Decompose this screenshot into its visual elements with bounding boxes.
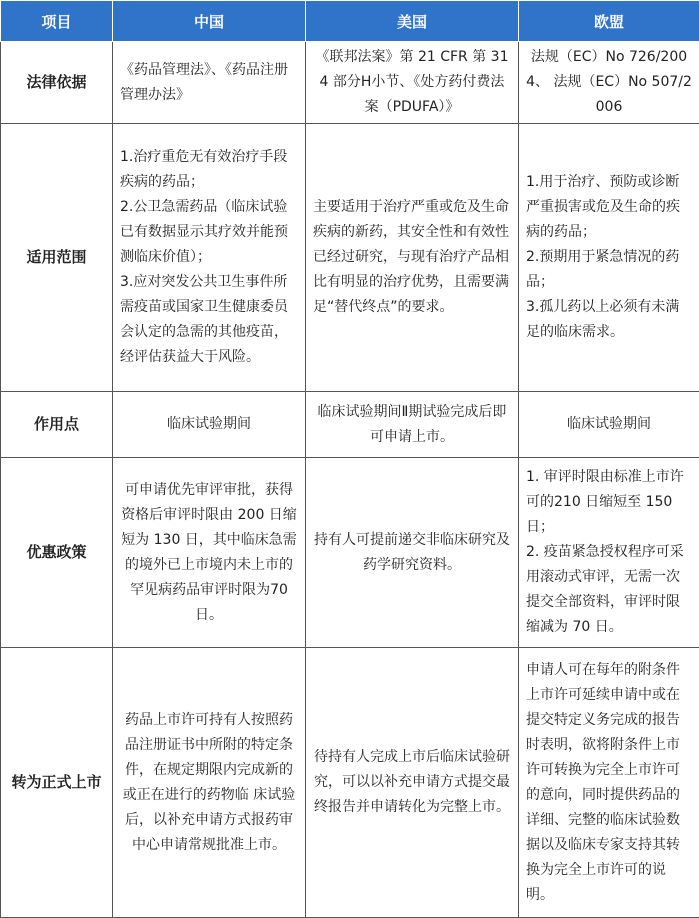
cell-usa: 持有人可提前递交非临床研究及药学研究资料。: [306, 458, 519, 648]
list-item: 2. 疫苗紧急授权程序可采用滚动式审评，无需一次提交全部资料，审评时限缩减为 70 日。: [526, 544, 684, 635]
table-row-full-approval: [1, 648, 699, 918]
list-item: 1.治疗重危无有效治疗手段疾病的药品；: [120, 149, 288, 190]
cell-eu: [519, 458, 699, 648]
row-label: 优惠政策: [1, 458, 113, 648]
cell-usa: 待持有人完成上市后临床试验研究，可以以补充申请方式提交最终报告并申请转化为完整上市。: [306, 648, 519, 918]
header-item: 项目: [1, 1, 113, 42]
row-label: 适用范围: [1, 124, 113, 392]
header-usa: 美国: [306, 1, 519, 42]
list-item: 3.应对突发公共卫生事件所需疫苗或国家卫生健康委员会认定的急需的其他疫苗，经评估获益大于风险。: [120, 274, 288, 365]
table-header-row: [1, 1, 699, 42]
cell-usa: 主要适用于治疗严重或危及生命疾病的新药，其安全性和有效性已经过研究，与现有治疗产品相比有明显的治疗优势，且需要满足“替代终点”的要求。: [306, 124, 519, 392]
row-label: 转为正式上市: [1, 648, 113, 918]
header-eu: 欧盟: [519, 1, 699, 42]
table-row-scope: [1, 124, 699, 392]
cell-eu: [519, 124, 699, 392]
cell-eu: 申请人可在每年的附条件上市许可延续申请中或在提交特定义务完成的报告时表明，欲将附条件上市许可转换为完全上市许可的意向，同时提供药品的详细、完整的临床试验数据以及临床专家支持其转换为完全上市许可的说明。: [519, 648, 699, 918]
cell-china: 《药品管理法》、《药品注册管理办法》: [113, 42, 306, 124]
cell-eu: 临床试验期间: [519, 392, 699, 458]
list-item: 2.预期用于紧急情况的药品；: [526, 249, 680, 290]
row-label: 法律依据: [1, 42, 113, 124]
cell-usa: 临床试验期间Ⅱ期试验完成后即可申请上市。: [306, 392, 519, 458]
list-item: 1.用于治疗、预防或诊断严重损害或危及生命的疾病的药品；: [526, 174, 680, 240]
cell-china: 临床试验期间: [113, 392, 306, 458]
list-item: 3.孤儿药以上必须有未满足的临床需求。: [526, 299, 680, 340]
cell-china: 可申请优先审评审批，获得资格后审评时限由 200 日缩短为 130 日，其中临床急需的境外已上市境内未上市的罕见病药品审评时限为70日。: [113, 458, 306, 648]
table-row-action-point: [1, 392, 699, 458]
row-label: 作用点: [1, 392, 113, 458]
header-china: 中国: [113, 1, 306, 42]
cell-eu: 法规（EC）No 726/2004、 法规（EC）No 507/2006: [519, 42, 699, 124]
cell-usa: 《联邦法案》第 21 CFR 第 314 部分H小节、《处方药付费法案（PDUFA）》: [306, 42, 519, 124]
cell-china: [113, 124, 306, 392]
cell-china: 药品上市许可持有人按照药品注册证书中所附的特定条件，在规定期限内完成新的或正在进行的药物临 床试验后，以补充申请方式报药审 中心申请常规批准上市。: [113, 648, 306, 918]
table-row-legal-basis: [1, 42, 699, 124]
list-item: 2.公卫急需药品（临床试验已有数据显示其疗效并能预测临床价值）；: [120, 199, 288, 265]
table-row-preferential-policy: [1, 458, 699, 648]
list-item: 1. 审评时限由标准上市许可的210 日缩短至 150 日；: [526, 469, 684, 535]
